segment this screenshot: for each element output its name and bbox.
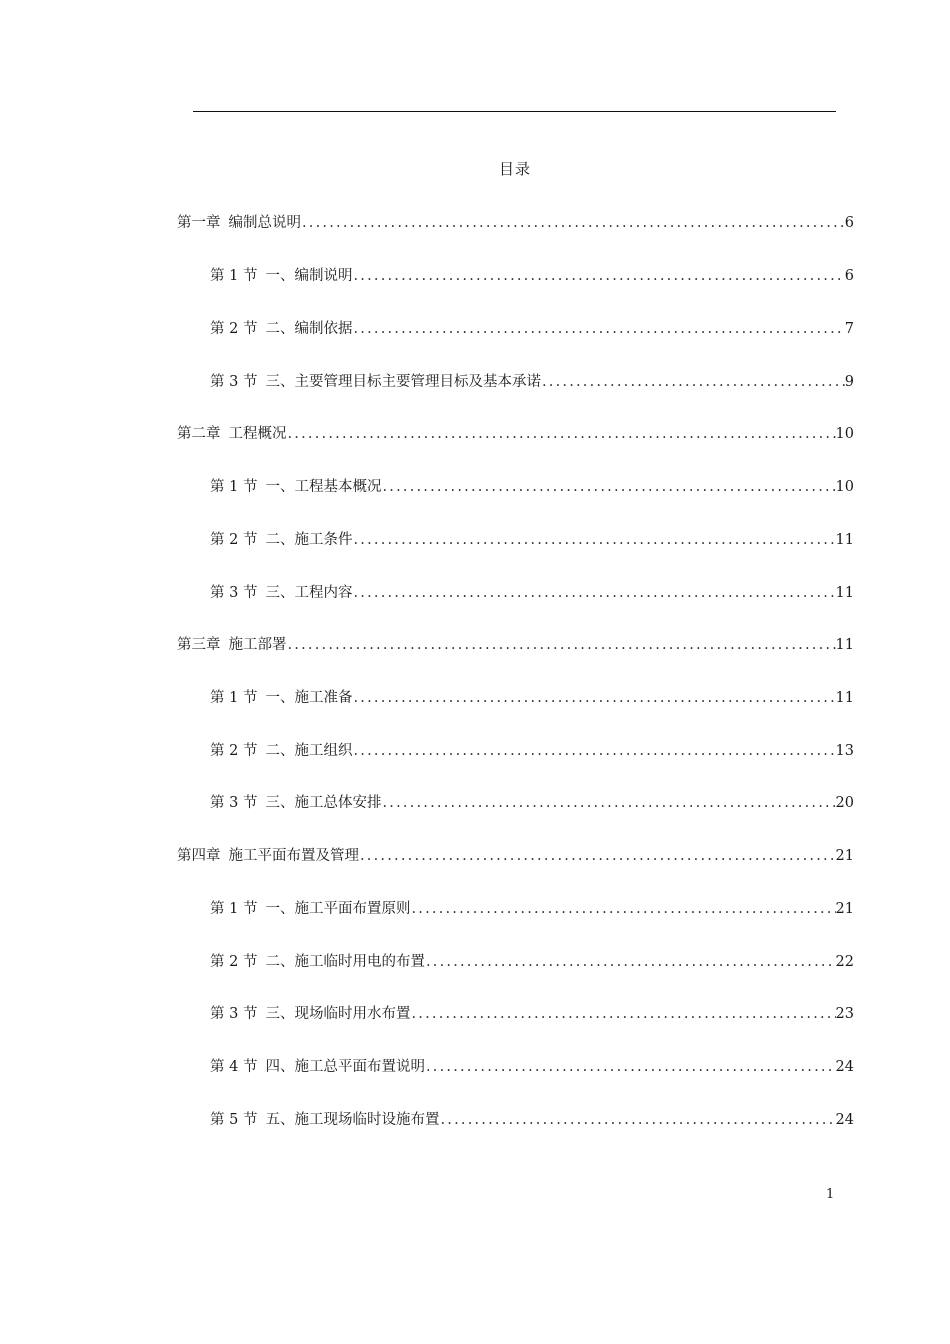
toc-entry-number: 第 2 节 [210,321,258,337]
toc-entry-page: 24 [835,1059,854,1075]
toc-leader-dots [359,844,836,868]
toc-entry-page: 6 [844,215,854,231]
toc-title: 目录 [498,160,531,178]
toc-entry-number: 第四章 [177,848,221,864]
toc-leader-dots [381,475,835,499]
toc-entry[interactable] [210,1002,854,1026]
toc-entry-text: 三、现场临时用水布置 [265,1006,411,1022]
toc-entry-number: 第 4 节 [210,1059,258,1075]
toc-entry-text: 四、施工总平面布置说明 [265,1059,425,1075]
toc-leader-dots [352,528,835,552]
toc-leader-dots [352,317,844,341]
toc-entry-number: 第 2 节 [210,532,258,548]
toc-entry-label [210,791,381,815]
toc-entry[interactable] [210,739,854,763]
toc-entry-text: 二、施工组织 [265,743,353,759]
toc-leader-dots [425,1055,836,1079]
toc-leader-dots [541,370,845,394]
toc-entry-text: 三、工程内容 [265,585,353,601]
toc-entry-number: 第二章 [177,426,221,442]
toc-entry-number: 第 3 节 [210,795,258,811]
toc-leader-dots [425,950,836,974]
toc-entry-label [210,686,352,710]
toc-entry-text: 三、主要管理目标主要管理目标及基本承诺 [265,374,541,390]
toc-entry-number: 第一章 [177,215,221,231]
toc-entry-page: 11 [835,690,854,706]
toc-entry-text: 二、施工条件 [265,532,353,548]
page-number: 1 [826,1187,835,1202]
toc-entry-number: 第 1 节 [210,901,258,917]
toc-entry-page: 24 [835,1112,854,1128]
toc-entry-page: 10 [835,479,854,495]
toc-entry-text: 工程概况 [228,426,287,442]
toc-leader-dots [381,791,835,815]
toc-entry-text: 一、编制说明 [265,268,353,284]
toc-entry[interactable] [210,581,854,605]
toc-entry-label [177,844,359,868]
toc-entry-text: 二、施工临时用电的布置 [265,954,425,970]
toc-entry[interactable] [210,528,854,552]
toc-entry-number: 第 1 节 [210,690,258,706]
toc-leader-dots [352,581,835,605]
toc-entry-label [210,1055,425,1079]
toc-entry-page: 6 [844,268,854,284]
toc-entry[interactable] [177,422,854,446]
toc-entry-number: 第 2 节 [210,954,258,970]
toc-leader-dots [287,422,836,446]
toc-entry[interactable] [210,370,854,394]
toc-entry-page: 7 [844,321,854,337]
toc-entry-text: 编制总说明 [228,215,301,231]
toc-entry-number: 第 1 节 [210,268,258,284]
toc-entry-page: 22 [835,954,854,970]
toc-entry-label [210,950,425,974]
toc-entry-number: 第 2 节 [210,743,258,759]
toc-entry-label [210,370,541,394]
toc-entry-text: 一、施工平面布置原则 [265,901,411,917]
toc-entry-page: 23 [835,1006,854,1022]
toc-leader-dots [352,264,844,288]
toc-entry-label [210,264,352,288]
toc-entry-label [210,897,410,921]
toc-leader-dots [352,686,835,710]
toc-entry-page: 21 [835,901,854,917]
toc-entry-text: 五、施工现场临时设施布置 [265,1112,440,1128]
toc-entry-number: 第 5 节 [210,1112,258,1128]
toc-entry-number: 第 3 节 [210,374,258,390]
toc-entry-label [210,1108,439,1132]
toc-entry-number: 第三章 [177,637,221,653]
toc-entry-page: 10 [835,426,854,442]
toc-entry[interactable] [210,1108,854,1132]
toc-leader-dots [439,1108,835,1132]
toc-entry-label [177,211,301,235]
toc-entry-label [177,633,287,657]
toc-entry[interactable] [210,1055,854,1079]
toc-entry-page: 11 [835,532,854,548]
toc-entry[interactable] [210,950,854,974]
toc-leader-dots [287,633,836,657]
toc-entry[interactable] [177,633,854,657]
toc-entry[interactable] [210,791,854,815]
toc-entry-page: 11 [835,585,854,601]
toc-entry-text: 三、施工总体安排 [265,795,382,811]
toc-entry-text: 二、编制依据 [265,321,353,337]
toc-leader-dots [410,897,835,921]
toc-entry-text: 施工平面布置及管理 [228,848,359,864]
toc-entry-page: 9 [844,374,854,390]
toc-entry[interactable] [210,317,854,341]
toc-entry[interactable] [210,264,854,288]
toc-entry[interactable] [177,211,854,235]
toc-entry-label [177,422,287,446]
toc-entry-label [210,581,352,605]
toc-entry-text: 施工部署 [228,637,287,653]
toc-entry-label [210,475,381,499]
toc-leader-dots [301,211,845,235]
toc-entry[interactable] [210,475,854,499]
toc-entry-label [210,528,352,552]
toc-entry-number: 第 3 节 [210,1006,258,1022]
toc-entry-number: 第 3 节 [210,585,258,601]
toc-leader-dots [352,739,835,763]
toc-entry-text: 一、工程基本概况 [265,479,382,495]
toc-entry[interactable] [177,844,854,868]
toc-entry-page: 20 [835,795,854,811]
toc-entry-text: 一、施工准备 [265,690,353,706]
toc-entry-page: 11 [835,637,854,653]
toc-leader-dots [410,1002,835,1026]
toc-entry-page: 13 [835,743,854,759]
toc-entry[interactable] [210,686,854,710]
toc-entry[interactable] [210,897,854,921]
toc-entry-label [210,1002,410,1026]
toc-entry-page: 21 [835,848,854,864]
toc-entry-label [210,739,352,763]
toc-entry-label [210,317,352,341]
toc-entry-number: 第 1 节 [210,479,258,495]
